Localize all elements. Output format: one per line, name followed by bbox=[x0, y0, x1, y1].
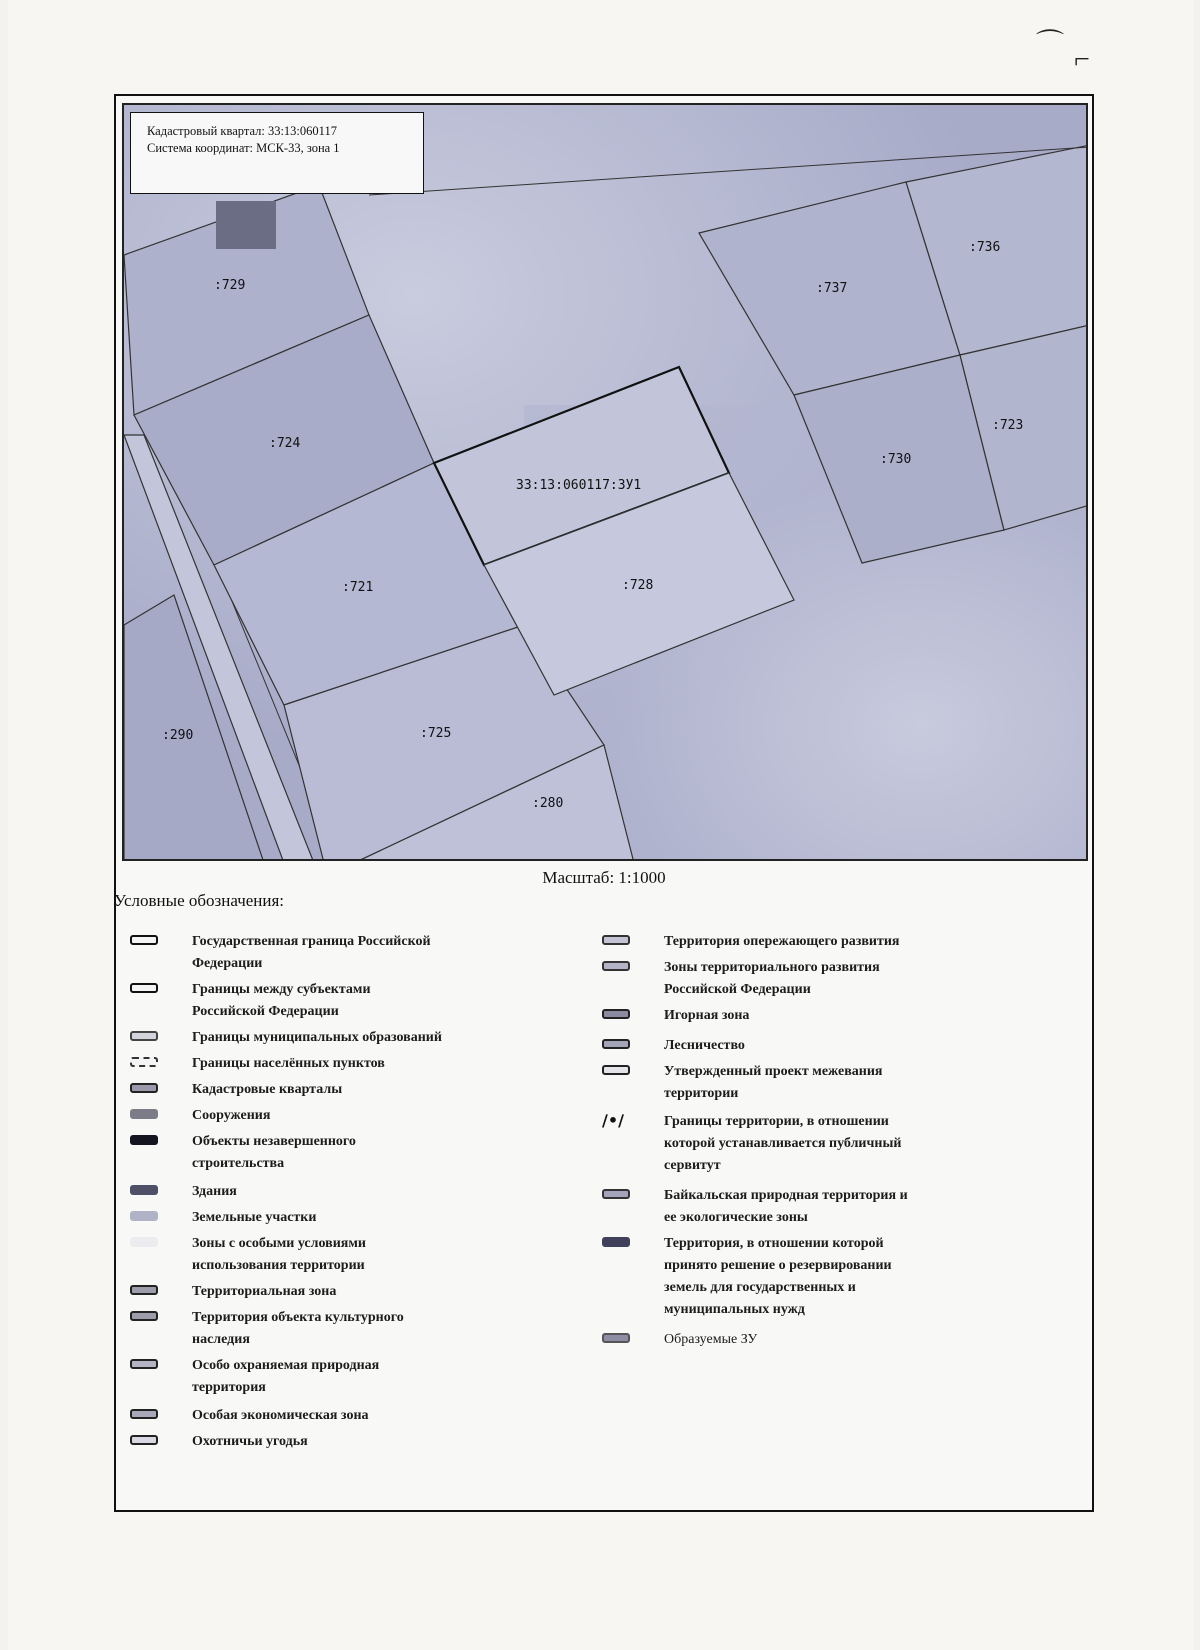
legend-item bbox=[602, 957, 880, 1001]
legend-label-line: принято решение о резервировании bbox=[664, 1258, 892, 1273]
legend-item bbox=[130, 931, 431, 975]
legend-label-line: Границы населённых пунктов bbox=[192, 1056, 385, 1071]
legend-swatch-icon bbox=[130, 1185, 158, 1195]
legend-swatch-icon bbox=[130, 1435, 158, 1445]
legend-swatch-icon bbox=[130, 1135, 158, 1145]
legend-swatch-icon bbox=[130, 1057, 158, 1067]
legend-label bbox=[192, 1131, 356, 1175]
legend-label-line: Территориальная зона bbox=[192, 1284, 337, 1299]
legend-label bbox=[192, 1431, 308, 1453]
label-737: :737 bbox=[816, 281, 848, 296]
legend-swatch-icon bbox=[602, 1065, 630, 1075]
legend-label-line: Байкальская природная территория и bbox=[664, 1188, 908, 1203]
legend-label-line: муниципальных нужд bbox=[664, 1302, 805, 1317]
legend-swatch-icon bbox=[602, 1333, 630, 1343]
label-724: :724 bbox=[269, 436, 301, 451]
legend-swatch-icon bbox=[130, 1359, 158, 1369]
label-725: :725 bbox=[420, 726, 452, 741]
legend-swatch-icon bbox=[130, 1031, 158, 1041]
legend-label bbox=[664, 1233, 892, 1321]
legend-item bbox=[602, 1329, 757, 1351]
legend-label-line: Особая экономическая зона bbox=[192, 1408, 369, 1423]
legend-item bbox=[602, 1233, 892, 1321]
legend-label-line: территория bbox=[192, 1380, 266, 1395]
legend-label-line: которой устанавливается публичный bbox=[664, 1136, 902, 1151]
legend-label-line: Кадастровые кварталы bbox=[192, 1082, 343, 1097]
legend-swatch-icon bbox=[602, 935, 630, 945]
legend-label-line: Государственная граница Российской bbox=[192, 934, 431, 949]
legend-label-line: Границы между субъектами bbox=[192, 982, 371, 997]
legend-label bbox=[192, 1307, 404, 1351]
legend-item bbox=[130, 1355, 379, 1399]
legend-label-line: наследия bbox=[192, 1332, 250, 1347]
legend-label-line: Федерации bbox=[192, 956, 263, 971]
legend-item bbox=[130, 1027, 442, 1049]
legend-item bbox=[130, 979, 371, 1023]
legend-label-line: Территория, в отношении которой bbox=[664, 1236, 884, 1251]
legend-item bbox=[602, 1185, 908, 1229]
legend-swatch-icon bbox=[602, 961, 630, 971]
building-729 bbox=[216, 201, 276, 249]
map-frame bbox=[114, 94, 1094, 1512]
legend-label-line: Российской Федерации bbox=[192, 1004, 339, 1019]
legend-item bbox=[130, 1281, 336, 1303]
legend-label-line: Лесничество bbox=[664, 1038, 745, 1053]
legend-item bbox=[130, 1181, 237, 1203]
legend-label-line: Зоны с особыми условиями bbox=[192, 1236, 366, 1251]
legend-item bbox=[602, 1061, 883, 1105]
legend-label-line: ее экологические зоны bbox=[664, 1210, 808, 1225]
legend-label-line: Охотничьи угодья bbox=[192, 1434, 308, 1449]
legend-item bbox=[130, 1053, 385, 1075]
legend-label bbox=[192, 1281, 336, 1303]
legend-label-line: Образуемые ЗУ bbox=[664, 1332, 758, 1347]
legend-label-line: Зоны территориального развития bbox=[664, 960, 880, 975]
legend-item bbox=[602, 1005, 749, 1027]
label-280: :280 bbox=[532, 796, 564, 811]
legend-swatch-icon bbox=[130, 1285, 158, 1295]
legend-swatch-icon bbox=[602, 1039, 630, 1049]
legend-item bbox=[130, 1233, 366, 1277]
legend-label bbox=[664, 1005, 749, 1027]
legend-label bbox=[192, 1053, 385, 1075]
legend-item bbox=[130, 1131, 356, 1175]
legend-item bbox=[602, 1111, 901, 1177]
legend-swatch-icon bbox=[130, 1409, 158, 1419]
cadastral-quarter: Кадастровый квартал: 33:13:060117 bbox=[147, 124, 337, 138]
legend-item bbox=[130, 1307, 404, 1351]
legend-swatch-icon bbox=[602, 1189, 630, 1199]
legend-label bbox=[192, 1355, 379, 1399]
legend-swatch-icon bbox=[602, 1237, 630, 1247]
legend-label bbox=[664, 1111, 901, 1177]
legend-swatch-icon bbox=[602, 1009, 630, 1019]
legend-title: Условные обозначения: bbox=[114, 891, 285, 910]
legend-label-line: Границы территории, в отношении bbox=[664, 1114, 889, 1129]
legend-label-line: Территория объекта культурного bbox=[192, 1310, 404, 1325]
legend-label bbox=[192, 979, 371, 1023]
legend-item bbox=[130, 1405, 369, 1427]
label-729: :729 bbox=[214, 278, 246, 293]
legend-label bbox=[664, 957, 880, 1001]
legend-label-line: сервитут bbox=[664, 1158, 721, 1173]
legend-swatch-icon bbox=[130, 1237, 158, 1247]
legend-label bbox=[192, 1233, 366, 1277]
label-721: :721 bbox=[342, 580, 374, 595]
legend-label-line: строительства bbox=[192, 1156, 285, 1171]
label-290: :290 bbox=[162, 728, 194, 743]
legend-label-line: земель для государственных и bbox=[664, 1280, 856, 1295]
legend-label-line: территории bbox=[664, 1086, 739, 1101]
legend-label bbox=[192, 1181, 237, 1203]
legend-swatch-icon bbox=[130, 1109, 158, 1119]
legend-swatch-icon bbox=[130, 935, 158, 945]
legend-item bbox=[602, 931, 900, 953]
corner-mark: ⌒ bbox=[1036, 29, 1065, 60]
legend-label bbox=[664, 1185, 908, 1229]
label-730: :730 bbox=[880, 452, 912, 467]
legend-label-line: Земельные участки bbox=[192, 1210, 317, 1225]
label-723: :723 bbox=[992, 418, 1024, 433]
legend-swatch-icon bbox=[130, 1083, 158, 1093]
legend-label-line: Здания bbox=[192, 1184, 237, 1199]
hatch-symbol-icon: ∕•∕ bbox=[602, 1111, 624, 1130]
legend-label-line: Утвержденный проект межевания bbox=[664, 1064, 883, 1079]
legend-item bbox=[130, 1431, 308, 1453]
legend-swatch-icon bbox=[130, 983, 158, 993]
legend-label bbox=[664, 1329, 757, 1351]
legend-label-line: Игорная зона bbox=[664, 1008, 750, 1023]
label-zu1: 33:13:060117:ЗУ1 bbox=[516, 478, 642, 493]
document-sheet bbox=[8, 0, 1194, 1650]
label-728: :728 bbox=[622, 578, 654, 593]
legend-item bbox=[130, 1207, 316, 1229]
legend-swatch-icon bbox=[130, 1311, 158, 1321]
legend-label bbox=[192, 1105, 270, 1127]
map-scale: Масштаб: 1:1000 bbox=[542, 868, 666, 887]
legend-item bbox=[602, 1035, 745, 1057]
legend-label-line: Границы муниципальных образований bbox=[192, 1030, 442, 1045]
legend-label-line: Территория опережающего развития bbox=[664, 934, 900, 949]
cadastral-map[interactable] bbox=[122, 103, 1088, 861]
legend-label-line: Сооружения bbox=[192, 1108, 271, 1123]
legend-label bbox=[192, 1207, 316, 1229]
legend-label bbox=[192, 1027, 442, 1049]
map-info-box bbox=[130, 112, 424, 194]
legend-label bbox=[192, 1405, 369, 1427]
legend-label-line: Объекты незавершенного bbox=[192, 1134, 356, 1149]
legend-swatch-icon bbox=[130, 1211, 158, 1221]
legend-label-line: Российской Федерации bbox=[664, 982, 811, 997]
legend-label bbox=[192, 1079, 342, 1101]
map-canvas bbox=[124, 105, 1088, 861]
legend-label bbox=[664, 931, 900, 953]
label-736: :736 bbox=[969, 240, 1001, 255]
legend-item bbox=[130, 1079, 342, 1101]
legend-label-line: использования территории bbox=[192, 1258, 365, 1273]
corner-mark-2: ⌐ bbox=[1074, 44, 1090, 75]
legend-label bbox=[664, 1035, 745, 1057]
legend-label bbox=[664, 1061, 883, 1105]
legend-label bbox=[192, 931, 431, 975]
legend-item bbox=[130, 1105, 270, 1127]
coordinate-system: Система координат: МСК-33, зона 1 bbox=[147, 141, 340, 155]
legend-label-line: Особо охраняемая природная bbox=[192, 1358, 380, 1373]
